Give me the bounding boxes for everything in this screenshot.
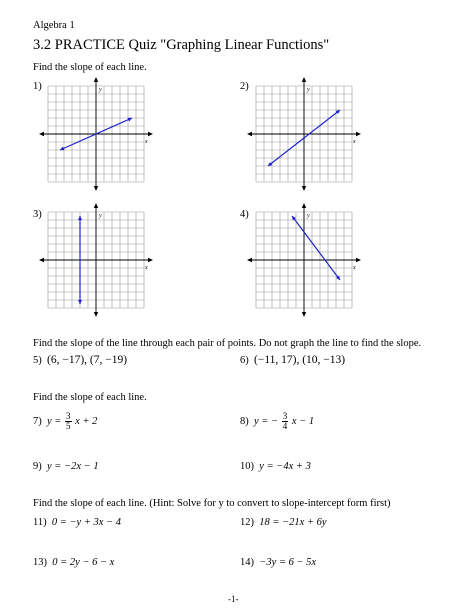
- problem-9-number: 9): [33, 461, 42, 472]
- problem-8-number: 8): [240, 415, 249, 427]
- problem-5: [33, 354, 127, 366]
- graph-1-y-label: y: [99, 87, 102, 93]
- problem-10: [240, 461, 311, 472]
- problem-12-number: 12): [240, 517, 254, 528]
- graph-2-x-label: x: [353, 139, 356, 145]
- problem-5-expr: (6, −17), (7, −19): [47, 354, 128, 366]
- problem-14-expr: −3y = 6 − 5x: [259, 557, 317, 568]
- problem-8-denominator: 4: [282, 421, 288, 431]
- graph-1: [48, 86, 148, 182]
- graph-3-x-arrow-right: [148, 258, 153, 262]
- problem-3-number: 3): [33, 209, 42, 220]
- problem-10-number: 10): [240, 461, 254, 472]
- graph-4-plotted-line: [292, 216, 340, 280]
- problem-8: [240, 412, 314, 431]
- problem-7-denominator: 5: [66, 421, 71, 431]
- graph-1-x-arrow-left: [39, 132, 44, 136]
- graph-2-y-arrow-down: [302, 186, 306, 191]
- problem-6: [240, 354, 345, 366]
- problem-12-expr: 18 = −21x + 6y: [259, 517, 327, 528]
- graph-2-y-arrow-up: [302, 77, 306, 82]
- problem-11-expr: 0 = −y + 3x − 4: [51, 517, 122, 528]
- problem-4-number: 4): [240, 209, 249, 220]
- problem-6-number: 6): [240, 355, 249, 366]
- problem-12: [240, 517, 327, 528]
- problem-10-expr: y = −4x + 3: [259, 461, 311, 472]
- problem-8-lhs: y = −: [254, 415, 279, 427]
- problem-8-rhs: x − 1: [291, 415, 315, 427]
- problem-13: [33, 557, 114, 568]
- problem-14: [240, 557, 316, 568]
- course-name: Algebra 1: [33, 20, 75, 31]
- problem-11: [33, 517, 121, 528]
- problem-7-lhs: y =: [47, 415, 62, 427]
- graph-1-x-arrow-right: [148, 132, 153, 136]
- graph-3-x-arrow-left: [39, 258, 44, 262]
- problem-1-number: 1): [33, 81, 42, 92]
- problem-7: [33, 412, 97, 431]
- problem-7-fraction: [65, 412, 72, 431]
- graph-3-y-arrow-down: [94, 312, 98, 317]
- graph-2-x-arrow-left: [247, 132, 252, 136]
- problem-9: [33, 461, 99, 472]
- problem-7-numerator: 3: [66, 411, 71, 421]
- problem-13-expr: 0 = 2y − 6 − x: [52, 557, 115, 568]
- problem-6-expr: (−11, 17), (10, −13): [254, 354, 346, 366]
- section1-instruction: Find the slope of each line.: [33, 62, 147, 73]
- section4-instruction: Find the slope of each line. (Hint: Solve for y to convert to slope-intercept form first): [33, 498, 391, 509]
- problem-7-number: 7): [33, 415, 42, 427]
- problem-2-number: 2): [240, 81, 249, 92]
- graph-3: [48, 212, 148, 308]
- graph-4-x-arrow-left: [247, 258, 252, 262]
- graph-3-x-label: x: [145, 265, 148, 271]
- graph-2: [256, 86, 356, 182]
- problem-11-number: 11): [33, 517, 47, 528]
- section3-instruction: Find the slope of each line.: [33, 392, 147, 403]
- page-title: 3.2 PRACTICE Quiz "Graphing Linear Functions": [33, 37, 330, 53]
- graph-4-x-arrow-right: [356, 258, 361, 262]
- graph-4-y-arrow-down: [302, 312, 306, 317]
- problem-14-number: 14): [240, 557, 254, 568]
- problem-13-number: 13): [33, 557, 47, 568]
- graph-3-y-label: y: [99, 213, 102, 219]
- section2-instruction: Find the slope of the line through each pair of points. Do not graph the line to find the slope.: [33, 338, 422, 349]
- problem-7-rhs: x + 2: [75, 415, 98, 427]
- graph-1-x-label: x: [145, 139, 148, 145]
- graph-2-y-label: y: [307, 87, 310, 93]
- page-number: -1-: [228, 594, 239, 604]
- problem-9-expr: y = −2x − 1: [47, 461, 99, 472]
- graph-3-line-arrow-end: [78, 216, 82, 220]
- graph-1-y-arrow-down: [94, 186, 98, 191]
- graph-4-x-label: x: [353, 265, 356, 271]
- graph-3-y-arrow-up: [94, 203, 98, 208]
- graph-4-y-arrow-up: [302, 203, 306, 208]
- graph-2-x-arrow-right: [356, 132, 361, 136]
- problem-5-number: 5): [33, 355, 42, 366]
- problem-8-numerator: 3: [282, 411, 288, 421]
- graph-3-line-arrow-start: [78, 300, 82, 304]
- graph-4-y-label: y: [307, 213, 310, 219]
- graph-1-y-arrow-up: [94, 77, 98, 82]
- graph-4: [256, 212, 356, 308]
- problem-8-fraction: [282, 412, 289, 431]
